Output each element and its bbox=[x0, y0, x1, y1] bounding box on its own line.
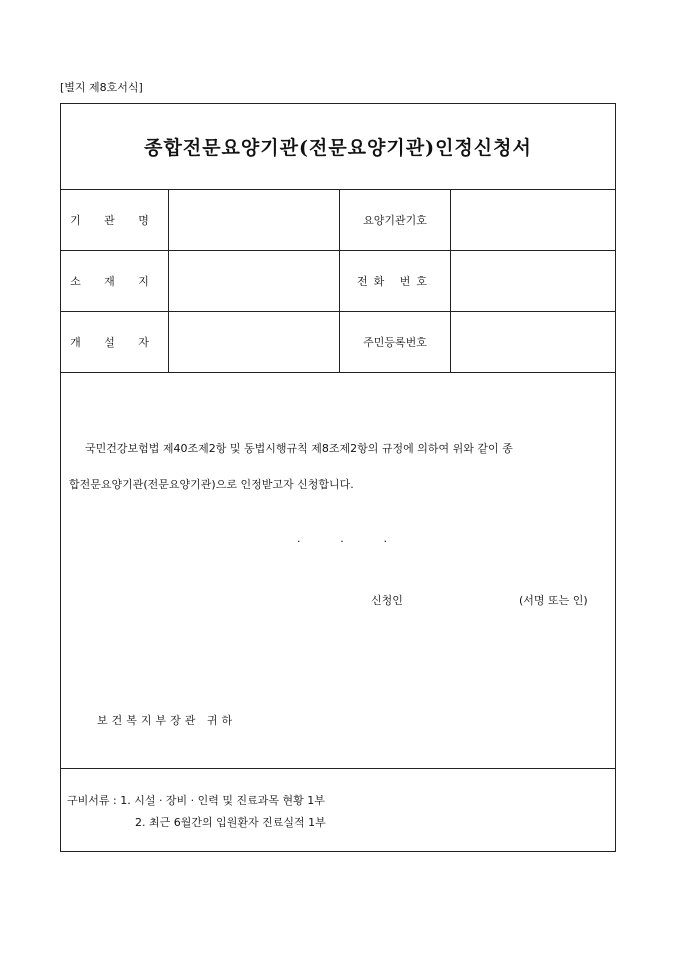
form-title: 종합전문요양기관(전문요양기관)인정신청서 bbox=[61, 104, 615, 190]
date-dot-month: . bbox=[340, 532, 344, 545]
statement-line-2: 합전문요양기관(전문요양기관)으로 인정받고자 신청합니다. bbox=[69, 478, 354, 491]
statement-line-1: 국민건강보험법 제40조제2항 및 동법시행규칙 제8조제2항의 규정에 의하여 위와 같이 종 bbox=[85, 442, 513, 455]
attachment-item-2: 2. 최근 6월간의 입원환자 진료실적 1부 bbox=[135, 816, 326, 829]
phone-label: 전화 번호 bbox=[340, 251, 451, 311]
institution-name-label: 기 관 명 bbox=[61, 190, 169, 250]
addressee: 보건복지부장관 귀하 bbox=[97, 714, 237, 727]
founder-field[interactable] bbox=[169, 312, 340, 372]
date-dot-year: . bbox=[297, 532, 301, 545]
statement-text bbox=[69, 431, 609, 503]
applicant-label: 신청인 bbox=[371, 594, 403, 607]
application-form bbox=[60, 103, 616, 852]
date-dot-day: . bbox=[383, 532, 387, 545]
address-label: 소 재 지 bbox=[61, 251, 169, 311]
row-founder bbox=[61, 312, 615, 373]
form-number-label: [별지 제8호서식] bbox=[60, 81, 143, 94]
signature-note: (서명 또는 인) bbox=[519, 594, 588, 607]
resident-id-label: 주민등록번호 bbox=[340, 312, 451, 372]
attachment-item-1: 구비서류 : 1. 시설 · 장비 · 인력 및 진료과목 현황 1부 bbox=[67, 794, 325, 807]
date-field[interactable] bbox=[297, 532, 387, 545]
row-institution bbox=[61, 190, 615, 251]
institution-name-field[interactable] bbox=[169, 190, 340, 250]
institution-code-label: 요양기관기호 bbox=[340, 190, 451, 250]
attachments-section bbox=[61, 768, 615, 853]
resident-id-field[interactable] bbox=[451, 312, 616, 372]
phone-field[interactable] bbox=[451, 251, 616, 311]
address-field[interactable] bbox=[169, 251, 340, 311]
row-address bbox=[61, 251, 615, 312]
institution-code-field[interactable] bbox=[451, 190, 616, 250]
founder-label: 개 설 자 bbox=[61, 312, 169, 372]
